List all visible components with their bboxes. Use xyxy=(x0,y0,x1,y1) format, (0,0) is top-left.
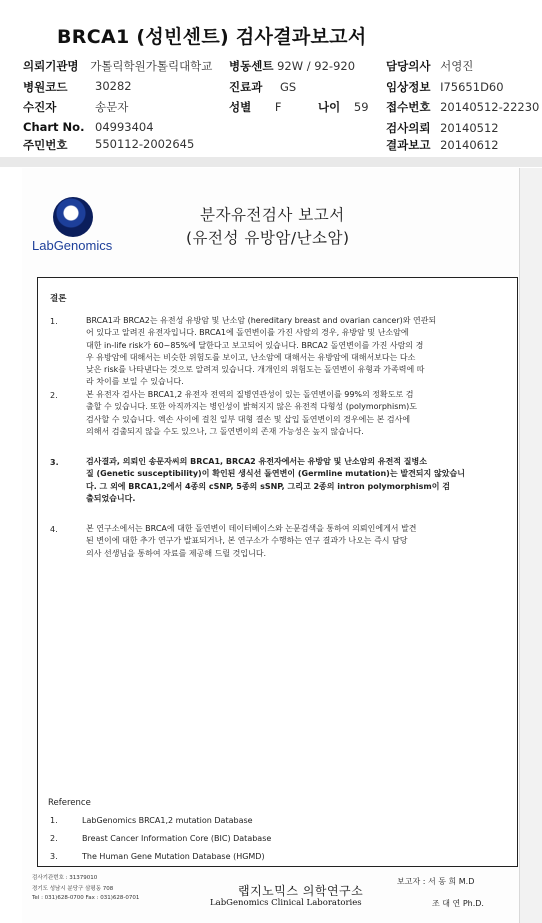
field-label-clinical-info: 임상정보 xyxy=(386,80,431,94)
info-row-2-val xyxy=(95,79,132,93)
info-row-3c xyxy=(318,99,369,115)
item-line: 출할 수 있습니다. 또한 아직까지는 병인성이 밝혀지지 않은 유전적 다형성 (polymorphism)도 xyxy=(86,402,418,412)
info-row-5-val xyxy=(95,137,194,151)
field-value-resident-no: 550112-2002645 xyxy=(95,137,195,151)
field-value-receipt-no: 20140512-22230 xyxy=(440,100,540,114)
item-line: 검사결과, 의뢰인 송문자씨의 BRCA1, BRCA2 유전자에서는 유방암 및 난소암의 유전적 질병소 xyxy=(86,457,427,466)
item-number: 1. xyxy=(50,317,58,326)
field-value-patient: 송문자 xyxy=(95,100,129,114)
item-number: 4. xyxy=(50,525,58,534)
reference-heading: Reference xyxy=(48,798,91,808)
item-line: 본 연구소에서는 BRCA에 대한 돌연변이 데이터베이스와 논문검색을 통하여 의뢰인에게서 발견 xyxy=(86,524,417,533)
field-label-hospital-code: 병원코드 xyxy=(23,80,68,94)
field-label-request-date: 검사의뢰 xyxy=(386,121,431,135)
field-label-sex: 성별 xyxy=(229,100,252,114)
field-label-institution: 의뢰기관명 xyxy=(23,59,79,73)
footer-org-english: LabGenomics Clinical Laboratories xyxy=(210,898,362,908)
info-row-4-val xyxy=(95,120,154,134)
item-line: 의사 선생님을 통하여 자료를 제공해 드릴 것입니다. xyxy=(86,548,267,558)
footer-reporter: 보고자 : 서 동 희 M.D xyxy=(397,877,475,886)
item-line: 질 (Genetic susceptibility)이 확인된 생식선 돌연변이 (Germline mutation)는 발견되지 않았습니 xyxy=(86,469,465,479)
item-line: 출되었습니다. xyxy=(86,493,136,503)
field-label-chart-no: Chart No. xyxy=(23,120,85,134)
field-label-resident-no: 주민번호 xyxy=(23,138,68,152)
footer-phone: Tel : 031)628-0700 Fax : 031)628-0701 xyxy=(32,895,140,901)
reference-number: 2. xyxy=(50,834,58,843)
page-title: BRCA1 (성빈센트) 검사결과보고서 xyxy=(57,26,367,48)
footer-address: 경기도 성남시 분당구 삼평동 708 xyxy=(32,886,114,892)
field-value-institution: 가톨릭학원가톨릭대학교 xyxy=(90,59,213,73)
info-row-3-val xyxy=(95,99,128,115)
field-label-patient: 수진자 xyxy=(23,100,57,114)
field-value-doctor: 서영진 xyxy=(440,59,474,73)
item-line: 어 있다고 알려진 유전자입니다. BRCA1에 돌연변이를 가진 사람의 경우, 유방암 및 난소암에 xyxy=(86,328,409,338)
conclusion-item-4 xyxy=(86,523,502,560)
item-number: 3. xyxy=(50,458,59,467)
info-row-1c xyxy=(386,58,473,74)
field-value-report-date: 20140612 xyxy=(440,138,499,152)
field-value-sex: F xyxy=(274,100,282,114)
field-label-report-date: 결과보고 xyxy=(386,138,431,152)
item-line: 우 유방암에 대해서는 비슷한 위험도를 보이고, 난소암에 대해서는 유방암에 대해서보다는 다소 xyxy=(86,352,416,362)
item-line: 대한 in-life risk가 60~85%에 달한다고 보고되어 있습니다. BRCA2 돌연변이를 가진 사람의 경 xyxy=(86,340,424,350)
footer-license: 검사기관번호 : 31379010 xyxy=(32,875,98,881)
section-divider xyxy=(0,157,542,167)
report-subtitle: (유전성 유방암/난소암) xyxy=(186,229,350,247)
item-line: 본 유전자 검사는 BRCA1,2 유전자 전역의 질병연관성이 있는 돌연변이를 99%의 정확도로 검 xyxy=(86,390,414,399)
info-row-5 xyxy=(23,137,67,153)
reference-number: 3. xyxy=(50,852,58,861)
conclusion-item-2 xyxy=(86,389,502,438)
info-row-2c xyxy=(386,79,504,95)
reference-item: Breast Cancer Information Core (BIC) Database xyxy=(82,834,272,843)
field-label-age: 나이 xyxy=(318,100,341,114)
field-value-ward: 92W / 92-920 xyxy=(277,59,356,73)
item-line: 라 차이를 보일 수 있습니다. xyxy=(86,377,184,387)
info-row-1 xyxy=(23,58,212,74)
reference-item: LabGenomics BRCA1,2 mutation Database xyxy=(82,816,253,825)
info-row-3 xyxy=(23,99,56,115)
footer-org-korean: 랩지노믹스 의학연구소 xyxy=(238,884,364,898)
info-row-3b xyxy=(229,99,282,115)
field-value-hospital-code: 30282 xyxy=(95,79,132,93)
field-value-department: GS xyxy=(279,80,297,94)
field-label-ward: 병동센트 xyxy=(229,59,274,73)
footer-reporter-2: 조 대 연 Ph.D. xyxy=(432,899,484,908)
item-line: 된 변이에 대한 추가 연구가 발표되거나, 본 연구소가 수행하는 연구 결과가 나오는 즉시 담당 xyxy=(86,536,408,546)
info-row-2b xyxy=(229,79,296,95)
info-row-1b xyxy=(229,58,355,74)
info-row-4 xyxy=(23,120,84,134)
reference-item: The Human Gene Mutation Database (HGMD) xyxy=(82,852,265,861)
scan-edge xyxy=(520,168,542,923)
field-label-receipt-no: 접수번호 xyxy=(386,100,431,114)
report-title: 분자유전검사 보고서 xyxy=(200,206,345,224)
logo-text: LabGenomics xyxy=(32,238,113,253)
field-label-doctor: 담당의사 xyxy=(386,59,431,73)
field-label-department: 진료과 xyxy=(229,80,263,94)
item-line: 낮은 risk를 나타낸다는 것으로 알려져 있습니다. 개개인의 위험도는 돌연변이 유형과 가족력에 따 xyxy=(86,365,425,375)
field-value-age: 59 xyxy=(353,100,369,114)
field-value-request-date: 20140512 xyxy=(440,121,499,135)
field-value-chart-no: 04993404 xyxy=(95,120,154,134)
item-line: BRCA1과 BRCA2는 유전성 유방암 및 난소암 (hereditary breast and ovarian cancer)와 연관되 xyxy=(86,316,437,325)
item-line: 의해서 검출되지 않을 수도 있으나, 그 돌연변이의 존재 가능성은 높지 않습니다. xyxy=(86,426,364,436)
info-row-2 xyxy=(23,79,67,95)
field-value-clinical-info: I75651D60 xyxy=(440,80,504,94)
item-number: 2. xyxy=(50,391,58,400)
conclusion-item-1 xyxy=(86,315,502,389)
item-line: 검사할 수 있습니다. 엑손 사이에 걸친 일부 대형 결손 및 삽입 돌연변이의 경우에는 본 검사에 xyxy=(86,414,411,424)
reference-number: 1. xyxy=(50,816,58,825)
info-row-3d xyxy=(386,99,539,115)
labgenomics-logo-icon xyxy=(53,197,93,237)
item-line: 다. 그 외에 BRCA1,2에서 4종의 cSNP, 5종의 sSNP, 그리고 2종의 intron polymorphism이 검 xyxy=(86,481,450,491)
conclusion-heading: 결론 xyxy=(50,294,67,304)
info-row-5b xyxy=(386,137,499,153)
info-row-4b xyxy=(386,120,499,136)
conclusion-item-3 xyxy=(86,456,502,505)
